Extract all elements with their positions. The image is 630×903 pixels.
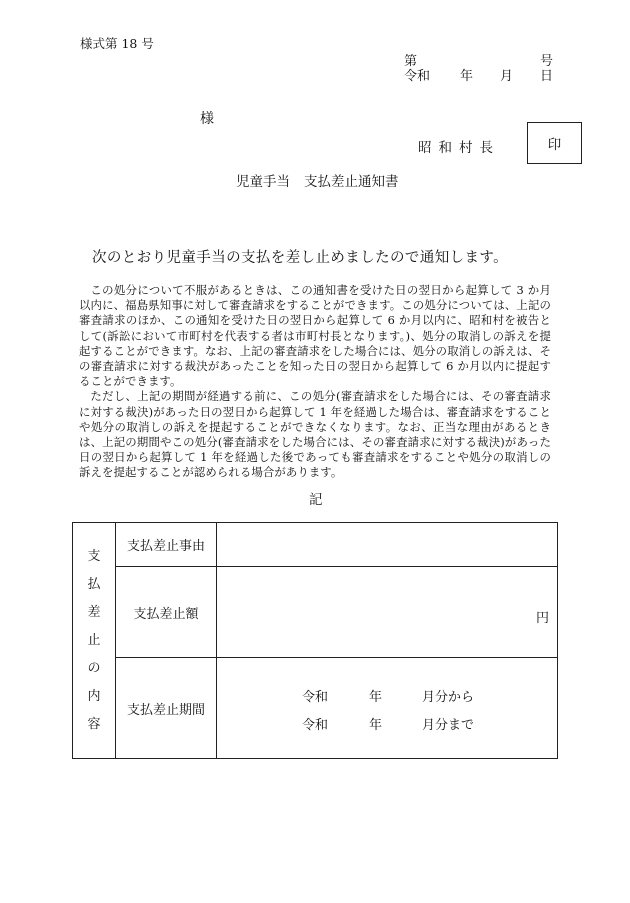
reason-value: [217, 523, 558, 567]
table-row-reason: [73, 523, 558, 567]
title-part2: 支払差止通知書: [304, 174, 399, 190]
form-number: 様式第 18 号: [80, 36, 154, 51]
date-era: 令和: [404, 69, 431, 84]
side-label-cell: [73, 523, 116, 759]
appeal-paragraph-1: この処分について不服があるときは、この通知書を受けた日の翌日から起算して 3 か月以内に、福島県知事に対して審査請求をすることができます。この処分については、上記の審査請求のほか、この通知を受けた日の翌日から起算して 6 か月以内に、昭和村を被告として(訴訟において市町村を代表する者は市町村長となります。)、処分の取消しの訴えを提起することができます。なお、上記の審査請求をした場合には、処分の取消しの訴えは、その審査請求に対する裁決があったことを知った日の翌日から起算して 6 か月以内に提起することができます。: [79, 283, 551, 389]
period-to-year: 年: [369, 718, 383, 733]
appeal-notice-text: [79, 283, 551, 481]
seal-label: 印: [547, 137, 562, 153]
appeal-paragraph-2: ただし、上記の期間が経過する前に、この処分(審査請求をした場合には、その審査請求に対する裁決)があった日の翌日から起算して 1 年を経過した場合は、審査請求をすることや処分の取消しの訴えを提起することができなくなります。なお、正当な理由があるときは、上記の期間やこの処分(審査請求をした場合には、その審査請求に対する裁決)があった日の翌日から起算して 1 年を経過した後であっても審査請求をすることや処分の取消しの訴えを提起することが認められる場合があります。: [79, 389, 551, 480]
side-char: 支: [87, 548, 101, 564]
side-char: 払: [87, 576, 101, 592]
doc-no-suffix: 号: [540, 54, 554, 69]
seal-box: [527, 122, 582, 164]
doc-no-prefix: 第: [404, 54, 418, 69]
period-from-era: 令和: [302, 690, 329, 705]
ki-heading: 記: [309, 492, 323, 508]
period-from-month: 月分から: [422, 690, 475, 705]
reason-label: 支払差止事由: [116, 523, 217, 567]
side-char: 差: [87, 604, 101, 620]
date-day: 日: [540, 69, 554, 84]
yen-unit: 円: [535, 611, 549, 626]
period-from-year: 年: [369, 690, 383, 705]
side-char: の: [87, 660, 101, 676]
side-char: 止: [87, 632, 101, 648]
period-to-month: 月分まで: [422, 718, 475, 733]
table-row-period: [73, 658, 558, 759]
side-char: 内: [87, 688, 101, 704]
date-year: 年: [460, 69, 474, 84]
period-label: 支払差止期間: [116, 658, 217, 759]
amount-label: 支払差止額: [116, 567, 217, 658]
addressee-suffix: 様: [200, 111, 214, 127]
side-char: 容: [87, 716, 101, 732]
period-value: [217, 658, 558, 759]
document-title: [236, 170, 399, 190]
sender-name: 昭和村長: [418, 140, 500, 156]
lead-sentence: 次のとおり児童手当の支払を差し止めましたので通知します。: [92, 250, 509, 266]
date-month: 月: [500, 69, 514, 84]
table-row-amount: [73, 567, 558, 658]
period-to-era: 令和: [302, 718, 329, 733]
suspension-detail-table: [72, 522, 558, 759]
amount-value: [217, 567, 558, 658]
title-part1: 児童手当: [236, 174, 290, 190]
